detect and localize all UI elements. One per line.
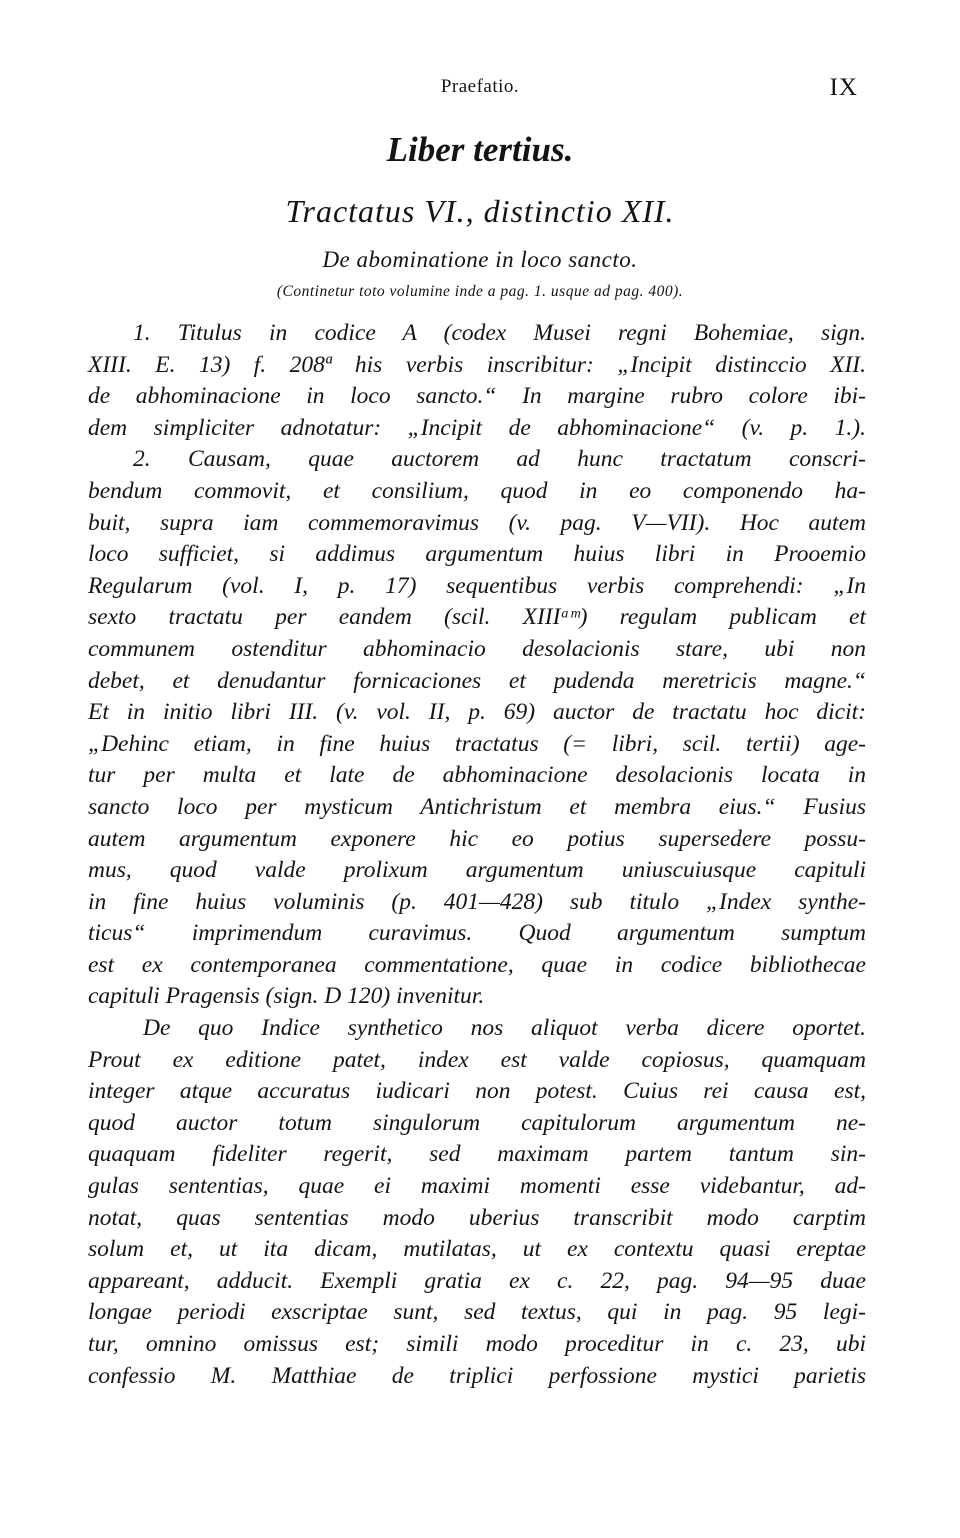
text-line: 1. Titulus in codice A (codex Musei regni Bohemiae, sign. xyxy=(133,320,866,346)
text-line: quaquam fideliter regerit, sed maximam partem tantum sin- xyxy=(88,1141,866,1168)
text-line: XIII. E. 13) f. 208ª his verbis inscribitur: „Incipit distinccio XII. xyxy=(88,351,866,378)
text-line: 2. Causam, quae auctorem ad hunc tractatum conscri- xyxy=(133,446,866,473)
text-line: bendum commovit, et consilium, quod in eo componendo ha- xyxy=(88,477,866,504)
text-line: mus, quod valde prolixum argumentum uniuscuiusque capituli xyxy=(88,857,866,884)
text-line: sancto loco per mysticum Antichristum et membra eius.“ Fusius xyxy=(88,793,866,820)
text-line: Et in initio libri III. (v. vol. II, p. 69) auctor de tractatu hoc dicit: xyxy=(88,699,866,726)
text-line: de abhominacione in loco sancto.“ In margine rubro colore ibi- xyxy=(88,383,866,410)
text-line: dem simpliciter adnotatur: „Incipit de abhominacione“ (v. p. 1.). xyxy=(88,414,866,441)
text-line: integer atque accuratus iudicari non potest. Cuius rei causa est, xyxy=(88,1078,866,1105)
text-line: longae periodi exscriptae sunt, sed textus, qui in pag. 95 legi- xyxy=(88,1299,866,1326)
text-line: quod auctor totum singulorum capitulorum argumentum ne- xyxy=(88,1109,866,1136)
book-title: Liber tertius. xyxy=(386,130,574,169)
text-line: notat, quas sententias modo uberius transcribit modo carptim xyxy=(88,1204,866,1231)
text-line: est ex contemporanea commentatione, quae in codice bibliothecae xyxy=(88,951,866,978)
running-title: Praefatio. xyxy=(440,76,520,97)
text-line: De quo Indice synthetico nos aliquot verba dicere oportet. xyxy=(143,1015,866,1042)
text-line: ticus“ imprimendum curavimus. Quod argumentum sumptum xyxy=(88,920,866,947)
text-line: confessio M. Matthiae de triplici perfossione mystici parietis xyxy=(88,1362,866,1389)
content-range-note: (Continetur toto volumine inde a pag. 1. usque ad pag. 400). xyxy=(276,283,684,300)
body-text xyxy=(88,318,866,1392)
text-line: sexto tractatu per eandem (scil. XIIIᵃᵐ) regulam publicam et xyxy=(88,604,866,631)
text-line: solum et, ut ita dicam, mutilatas, ut ex contextu quasi ereptae xyxy=(88,1236,866,1263)
text-line: loco sufficiet, si addimus argumentum huius libri in Prooemio xyxy=(88,541,866,568)
text-line: Prout ex editione patet, index est valde copiosus, quamquam xyxy=(88,1046,866,1073)
text-line: tur, omnino omissus est; simili modo proceditur in c. 23, ubi xyxy=(88,1331,866,1357)
page-number: IX xyxy=(829,74,858,101)
text-line: in fine huius voluminis (p. 401—428) sub titulo „Index synthe- xyxy=(88,888,866,915)
text-line: Regularum (vol. I, p. 17) sequentibus verbis comprehendi: „In xyxy=(88,572,866,599)
text-line: buit, supra iam commemoravimus (v. pag. V—VII). Hoc autem xyxy=(88,509,866,536)
text-line: debet, et denudantur fornicaciones et pudenda meretricis magne.“ xyxy=(88,667,866,694)
text-line: autem argumentum exponere hic eo potius supersedere possu- xyxy=(88,825,866,852)
text-line: „Dehinc etiam, in fine huius tractatus (= libri, scil. tertii) age- xyxy=(88,730,866,757)
text-line: capituli Pragensis (sign. D 120) invenitur. xyxy=(88,983,485,1010)
text-line: appareant, adducit. Exempli gratia ex c. 22, pag. 94—95 duae xyxy=(88,1267,866,1294)
section-subject: De abominatione in loco sancto. xyxy=(322,247,638,272)
running-head xyxy=(0,74,960,104)
text-line: tur per multa et late de abhominacione desolacionis locata in xyxy=(88,762,866,789)
text-line: communem ostenditur abhominacio desolacionis stare, ubi non xyxy=(88,635,866,662)
text-line: gulas sententias, quae ei maximi momenti esse videbantur, ad- xyxy=(88,1173,866,1200)
section-title: Tractatus VI., distinctio XII. xyxy=(285,193,675,229)
